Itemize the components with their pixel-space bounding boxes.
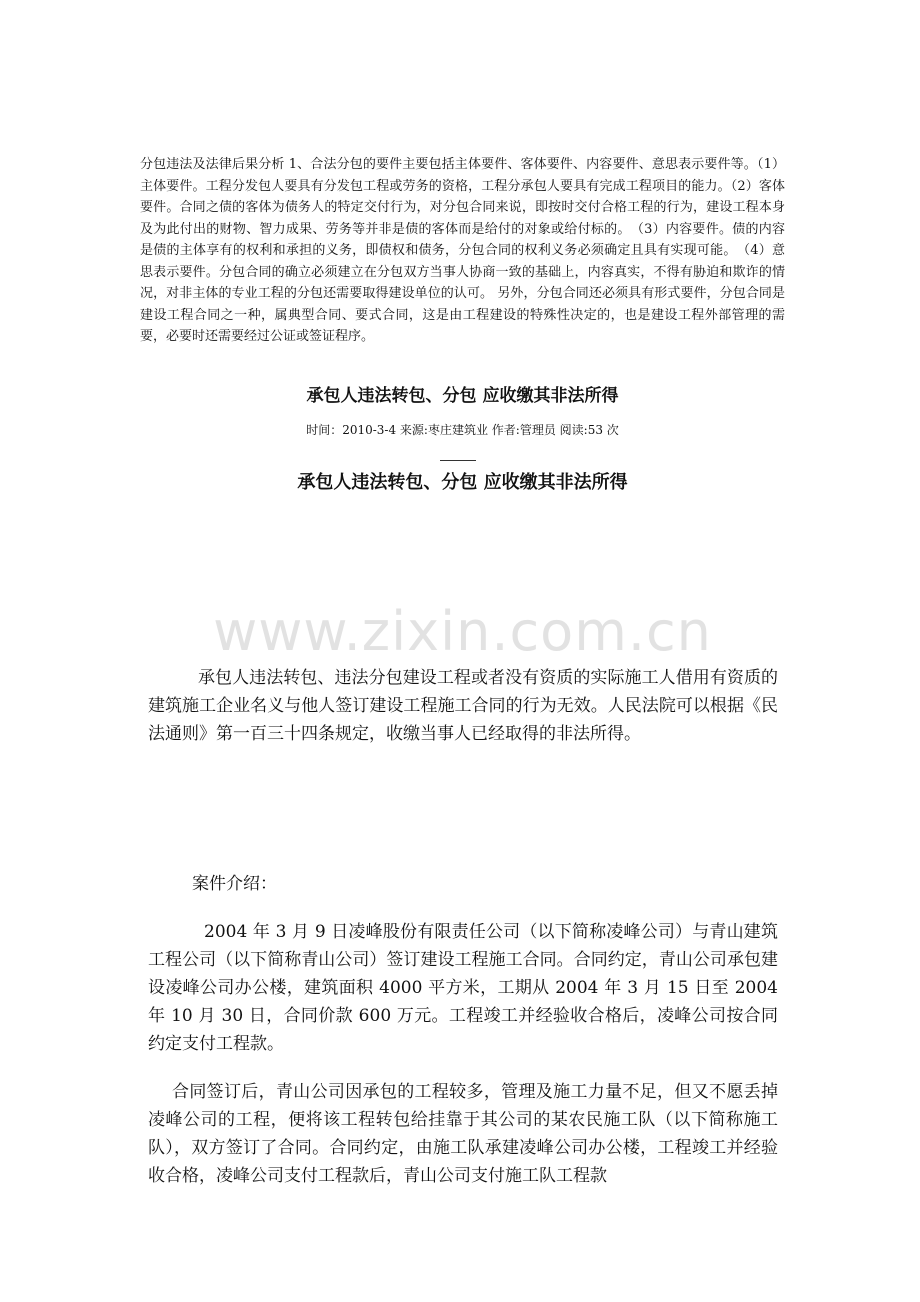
body-paragraph-1: 承包人违法转包、违法分包建设工程或者没有资质的实际施工人借用有资质的建筑施工企业名义与他人签订建设工程施工合同的行为无效。人民法院可以根据《民法通则》第一百三十四条规定，收缴当事人已经取得的非法所得。 (148, 668, 778, 744)
article-title: 承包人违法转包、分包 应收缴其非法所得 (306, 386, 619, 406)
article-meta: 时间：2010-3-4 来源:枣庄建筑业 作者:管理员 阅读:53 次 (306, 423, 619, 437)
article-subtitle: 承包人违法转包、分包 应收缴其非法所得 (297, 472, 628, 493)
body-paragraph-2: 2004 年 3 月 9 日凌峰股份有限责任公司（以下简称凌峰公司）与青山建筑工程公司（以下简称青山公司）签订建设工程施工合同。合同约定，青山公司承包建设凌峰公司办公楼，建筑面积 4000 平方米，工期从 2004 年 3 月 15 日至 2004 年 10 月 30 日，合同价款 600 万元。工程竣工并经验收合格后，凌峰公司按合同约定支付工程款。 (148, 922, 778, 1054)
intro-paragraph (140, 154, 785, 348)
case-intro-label: 案件介绍： (192, 874, 277, 894)
intro-text: 分包违法及法律后果分析 1、合法分包的要件主要包括主体要件、客体要件、内容要件、意思表示要件等。（1）主体要件。工程分发包人要具有分发包工程或劳务的资格，工程分承包人要具有完成工程项目的能力。（2）客体要件。合同之债的客体为债务人的特定交付行为，对分包合同来说，即按时交付合格工程的行为，建设工程本身及为此付出的财物、智力成果、劳务等并非是债的客体而是给付的对象或给付标的。 （3）内容要件。债的内容是债的主体享有的权利和承担的义务，即债权和债务，分包合同的权利义务必须确定且具有实现可能。 （4）意思表示要件。分包合同的确立必须建立在分包双方当事人协商一致的基础上，内容真实，不得有胁迫和欺诈的情况，对非主体的专业工程的分包还需要取得建设单位的认可。 另外，分包合同还必须具有形式要件，分包合同是建设工程合同之一种，属典型合同、要式合同，这是由工程建设的特殊性决定的，也是建设工程外部管理的需要，必要时还需要经过公证或签证程序。 (140, 157, 785, 344)
body-paragraph-3: 合同签订后，青山公司因承包的工程较多，管理及施工力量不足，但又不愿丢掉凌峰公司的工程，便将该工程转包给挂靠于其公司的某农民施工队（以下简称施工队），双方签订了合同。合同约定，由施工队承建凌峰公司办公楼，工程竣工并经验收合格，凌峰公司支付工程款后，青山公司支付施工队工程款 (148, 1082, 778, 1186)
watermark-logo: www.zixin.com.cn (213, 600, 712, 663)
title-divider (440, 460, 476, 461)
